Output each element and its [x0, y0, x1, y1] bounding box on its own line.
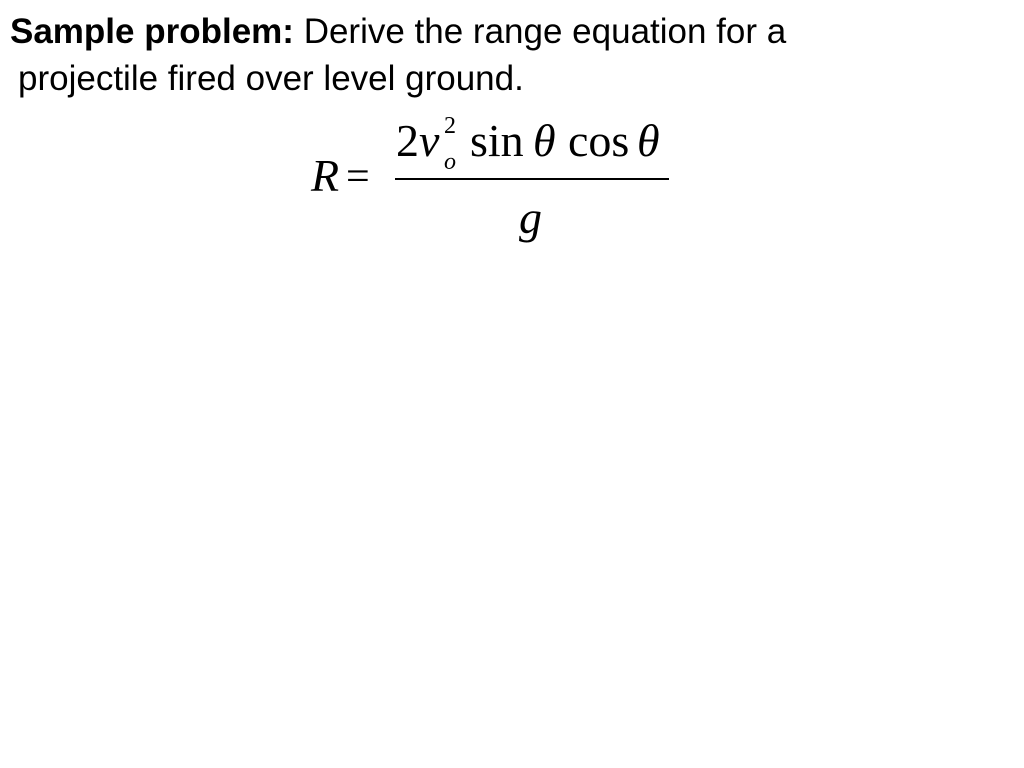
problem-label: Sample problem: [10, 12, 294, 51]
numerator-coefficient: 2 [396, 115, 419, 166]
cosine-function: cos [568, 115, 630, 166]
theta-symbol-2: θ [637, 115, 660, 166]
velocity-superscript: 2 [444, 113, 456, 139]
sine-function: sin [470, 115, 524, 166]
problem-text-line-2: projectile fired over level ground. [18, 59, 524, 98]
fraction-bar [395, 178, 669, 180]
denominator-gravity: g [519, 192, 542, 243]
theta-symbol-1: θ [533, 115, 556, 166]
equation-lhs-variable: R [311, 150, 340, 201]
equation-equals-sign: = [346, 154, 370, 200]
problem-text-line-1: Derive the range equation for a [303, 12, 787, 51]
velocity-subscript: o [444, 149, 456, 175]
numerator-velocity-variable: v [419, 115, 440, 166]
